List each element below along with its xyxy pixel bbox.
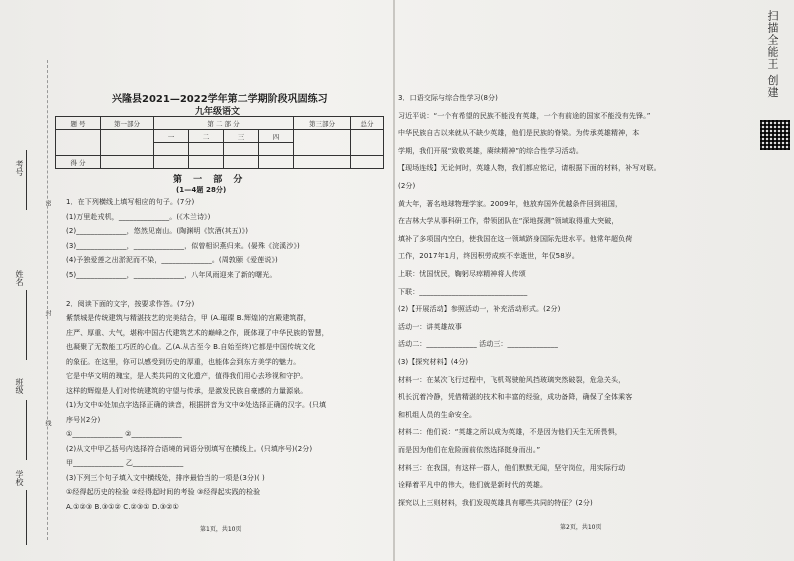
score-cell bbox=[224, 143, 259, 156]
text-line: (1)为文中①处加点字选择正确的读音，根据拼音为文中②处选择正确的汉字。(只填 bbox=[66, 401, 327, 409]
score-cell bbox=[154, 156, 189, 169]
side-label-mi: 密 bbox=[44, 200, 51, 206]
part-range: (1—4题 28分) bbox=[176, 186, 227, 194]
text-line: (4)予独爱莲之出淤泥而不染，______________。(周敦颐《爱莲说》) bbox=[66, 256, 278, 264]
text-line: 和机组人员的生命安全。 bbox=[398, 410, 477, 419]
text-line: 序号)(2分) bbox=[66, 415, 101, 424]
score-cell bbox=[259, 156, 294, 169]
text-line: A.①②③ B.③①② C.②③① D.③②① bbox=[66, 502, 179, 511]
text-line: (2)从文中甲乙括号内选择符合语境的词语分别填写在横线上。(只填序号)(2分) bbox=[66, 444, 313, 453]
qr-code-icon bbox=[760, 120, 790, 150]
text-line: 习近平说：“一个有希望的民族不能没有英雄，一个有前途的国家不能没有先锋。” bbox=[398, 111, 651, 120]
score-cell bbox=[224, 156, 259, 169]
text-line: 探究以上三则材料，我们发现英雄具有哪些共同的特征？(2分) bbox=[398, 498, 593, 507]
score-cell bbox=[259, 143, 294, 156]
score-cell bbox=[189, 143, 224, 156]
text-line: 诠释着平凡中的伟大，他们就是新时代的英雄。 bbox=[398, 481, 548, 490]
side-label-banji: 班级 bbox=[15, 378, 24, 394]
text-line: 材料三：在我国，有这样一群人，他们默默无闻，坚守岗位，用实际行动 bbox=[398, 463, 626, 472]
page-number-left: 第1页，共10页 bbox=[200, 526, 242, 533]
text-line: ①经得起历史的检验 ②经得起时间的考验 ③经得起实践的检验 bbox=[66, 488, 261, 496]
page-fold bbox=[393, 0, 395, 561]
score-cell bbox=[101, 130, 154, 156]
text-line: 材料二：他们说：“英雄之所以成为英雄，不是因为他们天生无所畏惧， bbox=[398, 428, 622, 437]
text-line: (2)【开展活动】参照活动一，补充活动形式。(2分) bbox=[398, 305, 561, 314]
score-cell bbox=[189, 156, 224, 169]
text-line: 在吉林大学从事科研工作，带领团队在“深地探测”领域取得重大突破， bbox=[398, 217, 619, 226]
text-line: 工作，2017年1月，终因积劳成疾不幸逝世，年仅58岁。 bbox=[398, 252, 579, 261]
score-cell bbox=[294, 130, 351, 156]
score-cell bbox=[101, 156, 154, 169]
score-cell: 一 bbox=[154, 130, 189, 143]
text-line: 机长沉着冷静，凭借精湛的技术和丰富的经验，成功备降，确保了全体乘客 bbox=[398, 393, 633, 402]
binding-line bbox=[47, 60, 48, 540]
text-line: 也凝聚了无数能工巧匠的心血。乙(A.从古至今 B.自始至终)它都是中国传统文化 bbox=[66, 343, 316, 351]
score-cell bbox=[351, 130, 384, 156]
text-line: 它是中华文明的瑰宝，是人类共同的文化遗产，值得我们用心去珍视和守护。 bbox=[66, 372, 308, 380]
part-heading: 第 一 部 分 bbox=[173, 175, 247, 185]
text-line: 2．阅读下面的文字，按要求作答。(7分) bbox=[66, 299, 195, 308]
score-cell bbox=[56, 130, 101, 156]
text-line: 甲______________ 乙______________ bbox=[66, 459, 184, 467]
text-line: (3)【探究材料】(4分) bbox=[398, 358, 469, 366]
score-cell: 总分 bbox=[351, 117, 384, 130]
text-line: (3)下列三个句子填入文中横线处，排序最恰当的一项是(3分)( ) bbox=[66, 473, 265, 482]
side-label-kaohao: 考号 bbox=[15, 160, 24, 176]
text-line: 【现场连线】无论何时，英雄人物，我们都应铭记，请根据下面的材料，补写对联。 bbox=[398, 164, 661, 173]
page-number-right: 第2页，共10页 bbox=[560, 524, 602, 531]
exam-subtitle: 九年级语文 bbox=[195, 107, 241, 117]
text-line: 下联：______________________________ bbox=[398, 287, 528, 296]
text-line: 上联：忧国忧民，鞠躬尽瘁精神将人传颂 bbox=[398, 270, 526, 278]
text-line: 庄严、厚重、大气，堪称中国古代建筑艺术的巅峰之作，既体现了中华民族的智慧， bbox=[66, 328, 329, 337]
text-line: (3)______________，______________，似曾相识燕归来。(晏殊《浣溪沙》) bbox=[66, 241, 300, 250]
text-line: 这样的辉煌是人们对传统建筑的守望与传承，是激发民族自豪感的力量源泉。 bbox=[66, 386, 308, 395]
text-line: (5)______________，______________，八年风雨迎来了新的曙光。 bbox=[66, 270, 277, 279]
text-line: 活动一：讲英雄故事 bbox=[398, 322, 462, 331]
score-cell bbox=[294, 156, 351, 169]
score-table bbox=[55, 116, 384, 169]
score-cell: 题 号 bbox=[56, 117, 101, 130]
score-cell: 第一部分 bbox=[101, 117, 154, 130]
scanner-watermark: 扫描全能王 创建 bbox=[766, 10, 779, 99]
text-line: 学期，我们开展“致敬英雄，赓续精神”的综合性学习活动。 bbox=[398, 146, 583, 155]
score-cell: 得 分 bbox=[56, 156, 101, 169]
text-line: ①______________ ②______________ bbox=[66, 430, 182, 438]
text-line: 中华民族自古以来就从不缺少英雄，他们是民族的脊梁。为传承英雄精神，本 bbox=[398, 129, 640, 138]
text-line: 的象征。在这里，你可以感受到历史的厚重，也能体会到东方美学的魅力。 bbox=[66, 357, 301, 366]
text-line: 材料一：在某次飞行过程中，飞机驾驶舱风挡玻璃突然破裂，危急关头， bbox=[398, 375, 626, 384]
text-line: 紫禁城是传统建筑与精湛技艺的完美结合，甲 (A.璀璨 B.辉煌)的宫殿建筑群， bbox=[66, 314, 311, 322]
score-cell bbox=[154, 143, 189, 156]
score-cell bbox=[351, 156, 384, 169]
side-label-xuexiao: 学校 bbox=[15, 470, 24, 486]
score-cell: 第三部分 bbox=[294, 117, 351, 130]
text-line: (1)万里赴戎机，______________。(《木兰诗》) bbox=[66, 212, 211, 221]
side-label-xingming: 姓名 bbox=[15, 270, 24, 286]
text-line: 填补了多项国内空白，使我国在这一领域跻身国际先进水平。他常年超负荷 bbox=[398, 234, 633, 243]
text-line: (2分) bbox=[398, 182, 416, 190]
exam-title: 兴隆县2021—2022学年第二学期阶段巩固练习 bbox=[112, 94, 328, 105]
score-cell: 三 bbox=[224, 130, 259, 143]
text-line: 活动二：______________ 活动三：______________ bbox=[398, 340, 558, 349]
score-cell: 第 二 部 分 bbox=[154, 117, 294, 130]
text-line: (2)______________，悠然见南山。(陶渊明《饮酒(其五)》) bbox=[66, 227, 249, 235]
score-cell: 二 bbox=[189, 130, 224, 143]
side-label-xian: 线 bbox=[44, 420, 51, 426]
text-line: 3．口语交际与综合性学习(8分) bbox=[398, 94, 498, 102]
text-line: 1．在下列横线上填写相应的句子。(7分) bbox=[66, 198, 195, 206]
side-label-feng: 封 bbox=[44, 310, 51, 316]
text-line: 黄大年，著名地球物理学家。2009年，他放弃国外优越条件回到祖国， bbox=[398, 199, 623, 208]
text-line: 而是因为他们在危险面前依然选择挺身而出。” bbox=[398, 446, 541, 454]
score-cell: 四 bbox=[259, 130, 294, 143]
